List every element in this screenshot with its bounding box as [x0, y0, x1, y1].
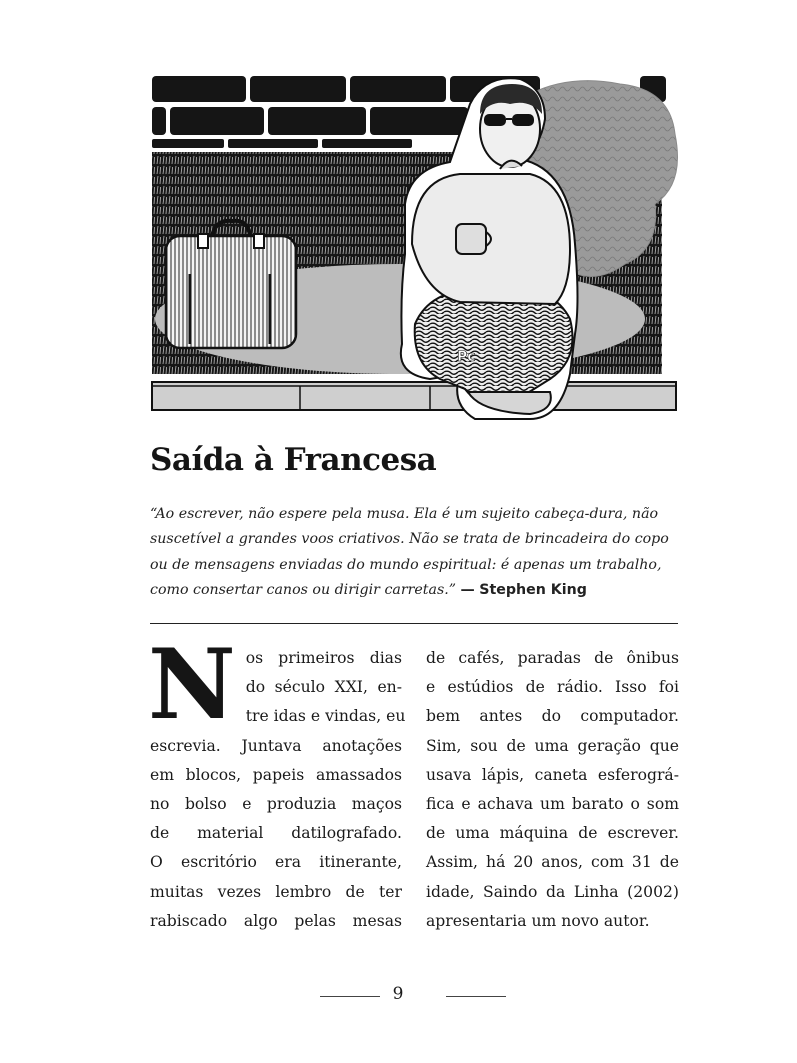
body-line: O escritório era itinerante, [150, 853, 402, 872]
body-line: fica e achava um barato o som [426, 795, 679, 814]
body-line: de material datilografado. [150, 824, 402, 843]
divider-rule [150, 623, 678, 624]
body-column-left [148, 628, 406, 936]
page-number: 9 [392, 984, 404, 1004]
suitcase [166, 221, 296, 348]
footer-rule-right [446, 996, 506, 997]
body-line: escrevia. Juntava anotações [150, 736, 402, 755]
body-line: no bolso e produzia maços [150, 795, 402, 814]
page-footer [0, 984, 797, 1008]
epigraph-author: Stephen King [479, 581, 587, 598]
illustration [150, 74, 678, 422]
body-line: muitas vezes lembro de ter [150, 882, 402, 901]
body-line: do século XXI, en- [245, 678, 402, 697]
body-line: de uma máquina de escrever. [426, 824, 679, 843]
body-line: e estúdios de rádio. Isso foi [426, 678, 679, 697]
epigraph [150, 502, 682, 603]
epigraph-quote: “Ao escrever, não espere pela musa. Ela é um sujeito cabeça-dura, não suscetível a grandes voos criativos. Não se trata de brincadeira do copo ou de mensagens enviadas do mundo espiritual: é apenas um trabalho, como consertar canos ou dirigir carretas.” [150, 506, 669, 598]
body-line: Sim, sou de uma geração que [426, 736, 679, 755]
body-line: de cafés, paradas de ônibus [426, 649, 679, 667]
body-line: idade, Saindo da Linha (2002) [426, 882, 679, 901]
body-line: em blocos, papeis amassados [150, 765, 402, 784]
body-line: os primeiros dias [245, 649, 402, 667]
body-line: tre idas e vindas, eu [245, 707, 406, 726]
body-column-right [426, 644, 679, 936]
body-line: Assim, há 20 anos, com 31 de [426, 853, 679, 872]
article-title: Saída à Francesa [150, 442, 437, 478]
artist-signature: Pc [457, 349, 476, 365]
footer-rule-left [320, 996, 380, 997]
drop-cap: N [148, 628, 236, 741]
body-line: rabiscado algo pelas mesas [150, 911, 402, 930]
body-line: usava lápis, caneta esferográ- [426, 765, 679, 784]
body-line: apresentaria um novo autor. [426, 911, 650, 930]
epigraph-dash: — [460, 581, 475, 598]
sidewalk [152, 382, 676, 410]
body-line: bem antes do computador. [426, 707, 679, 726]
